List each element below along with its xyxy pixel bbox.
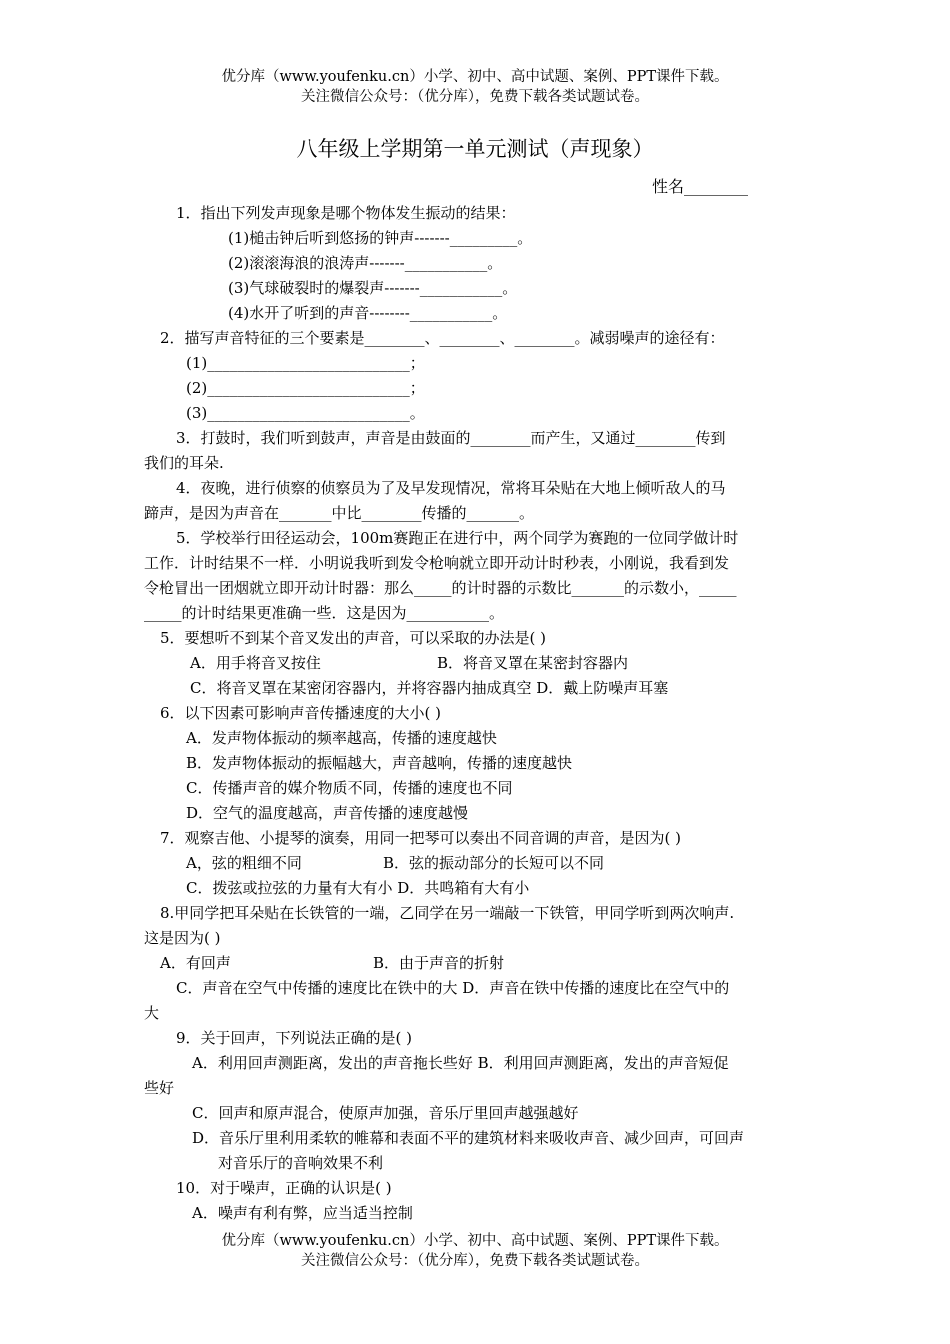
- q2-item-2: (2)___________________________；: [186, 379, 425, 397]
- q4-line-1: 4．夜晚，进行侦察的侦察员为了及早发现情况，常将耳朵贴在大地上倾听敌人的马: [176, 479, 726, 497]
- q7-option-a: A，弦的粗细不同: [186, 854, 302, 872]
- q1-item-3: (3)气球破裂时的爆裂声-------___________。: [228, 279, 518, 297]
- q5-line-1: 5．学校举行田径运动会，100m赛跑正在进行中，两个同学为赛跑的一位同学做计时: [176, 529, 739, 547]
- q9-stem: 9．关于回声，下列说法正确的是( ): [176, 1029, 413, 1047]
- q7-stem: 7．观察吉他、小提琴的演奏，用同一把琴可以奏出不同音调的声音，是因为( ): [160, 829, 682, 847]
- q9-option-c: C．回声和原声混合，使原声加强，音乐厅里回声越强越好: [192, 1104, 579, 1122]
- page-title: 八年级上学期第一单元测试（声现象）: [296, 137, 654, 161]
- q9-option-ab-cont: 些好: [144, 1079, 175, 1097]
- q9-option-d-cont: 对音乐厅的音响效果不利: [218, 1154, 384, 1172]
- q8-option-b: B．由于声音的折射: [373, 954, 505, 972]
- header-line-1: 优分库（www.youfenku.cn）小学、初中、高中试题、案例、PPT课件下载。: [221, 69, 729, 85]
- q10-option-a: A．噪声有利有弊，应当适当控制: [192, 1204, 413, 1222]
- q10-stem: 10．对于噪声，正确的认识是( ): [176, 1179, 392, 1197]
- q1-item-4: (4)水开了听到的声音--------___________。: [228, 304, 508, 322]
- q5-line-2: 工作．计时结果不一样．小明说我听到发令枪响就立即开动计时秒表，小刚说，我看到发: [144, 554, 730, 572]
- q5b-option-b: B．将音叉罩在某密封容器内: [437, 654, 629, 672]
- q6-stem: 6．以下因素可影响声音传播速度的大小( ): [160, 704, 442, 722]
- q6-option-c: C．传播声音的媒介物质不同，传播的速度也不同: [186, 779, 513, 797]
- q7-option-cd: C．拨弦或拉弦的力量有大有小 D．共鸣箱有大有小: [186, 879, 530, 897]
- q8-option-cd: C．声音在空气中传播的速度比在铁中的大 D．声音在铁中传播的速度比在空气中的: [176, 979, 730, 997]
- q2-item-1: (1)___________________________；: [186, 354, 425, 372]
- q1-item-1: (1)槌击钟后听到悠扬的钟声-------_________。: [228, 229, 533, 247]
- q8-option-a: A．有回声: [160, 954, 231, 972]
- q3-line-2: 我们的耳朵.: [144, 454, 224, 472]
- header-line-2: 关注微信公众号：（优分库），免费下载各类试题试卷。: [301, 89, 649, 105]
- q9-option-d: D．音乐厅里利用柔软的帷幕和表面不平的建筑材料来吸收声音、减少回声，可回声: [192, 1129, 745, 1147]
- q2-stem: 2．描写声音特征的三个要素是________、________、________。减弱噪声的途径有：: [160, 329, 725, 347]
- name-field: 性名________: [652, 177, 749, 196]
- q9-option-ab: A．利用回声测距离，发出的声音拖长些好 B．利用回声测距离，发出的声音短促: [192, 1054, 729, 1072]
- q4-line-2: 蹄声，是因为声音在_______中比________传播的_______。: [144, 504, 535, 522]
- q2-item-3: (3)___________________________。: [186, 404, 425, 422]
- q1-stem: 1．指出下列发声现象是哪个物体发生振动的结果：: [176, 204, 516, 222]
- q1-item-2: (2)滚滚海浪的浪涛声-------___________。: [228, 254, 503, 272]
- q8-line-2: 这是因为( ): [144, 929, 221, 947]
- q8-line-1: 8.甲同学把耳朵贴在长铁管的一端，乙同学在另一端敲一下铁管，甲同学听到两次响声.: [160, 904, 735, 922]
- q5b-option-a: A．用手将音叉按住: [190, 654, 321, 672]
- footer-line-2: 关注微信公众号：（优分库），免费下载各类试题试卷。: [301, 1253, 649, 1269]
- q7-option-b: B．弦的振动部分的长短可以不同: [383, 854, 605, 872]
- q5b-stem: 5．要想听不到某个音叉发出的声音，可以采取的办法是( ): [160, 629, 547, 647]
- q6-option-b: B．发声物体振动的振幅越大，声音越响，传播的速度越快: [186, 754, 573, 772]
- q6-option-d: D．空气的温度越高，声音传播的速度越慢: [186, 804, 469, 822]
- q5-line-3: 令枪冒出一团烟就立即开动计时器：那么_____的计时器的示数比_______的示数小，_____: [144, 579, 737, 597]
- q8-option-cd-cont: 大: [144, 1004, 160, 1022]
- q5-line-4: _____的计时结果更准确一些．这是因为___________。: [144, 604, 505, 622]
- q5b-option-cd: C．将音叉罩在某密闭容器内，并将容器内抽成真空 D．戴上防噪声耳塞: [190, 679, 669, 697]
- footer-line-1: 优分库（www.youfenku.cn）小学、初中、高中试题、案例、PPT课件下载。: [221, 1233, 729, 1249]
- q6-option-a: A．发声物体振动的频率越高，传播的速度越快: [186, 729, 497, 747]
- q3-line-1: 3．打鼓时，我们听到鼓声，声音是由鼓面的________而产生，又通过________传到: [176, 429, 726, 447]
